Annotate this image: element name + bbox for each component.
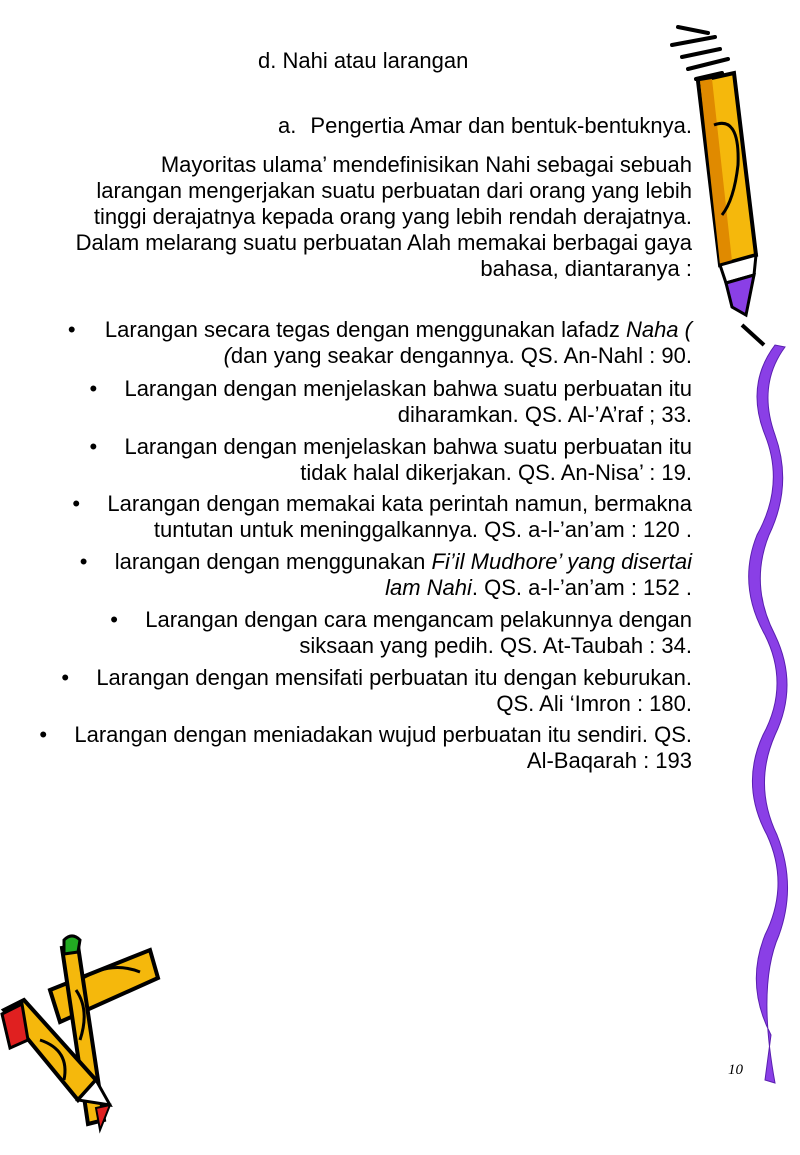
- bullet-text-italic: (: [223, 343, 231, 368]
- bullet-dot: •: [72, 491, 81, 516]
- intro-line: larangan mengerjakan suatu perbuatan dari orang yang lebih: [96, 178, 692, 203]
- list-item: [61, 665, 692, 717]
- bullet-text: Larangan dengan menjelaskan bahwa suatu perbuatan itu: [124, 434, 692, 459]
- bullet-text: Larangan secara tegas dengan menggunakan lafadz: [104, 317, 626, 342]
- intro-paragraph: [60, 152, 692, 282]
- bullet-text: diharamkan. QS. Al-’A’raf ; 33.: [397, 402, 692, 427]
- list-item: [67, 317, 692, 369]
- bullet-dot: •: [110, 607, 118, 632]
- purple-ribbon: [735, 345, 795, 1085]
- bullet-text: larangan dengan menggunakan: [114, 549, 432, 574]
- bullet-text: Al-Baqarah : 193: [526, 748, 692, 773]
- bullet-dot: •: [61, 665, 70, 690]
- intro-line: tinggi derajatnya kepada orang yang lebih rendah derajatnya.: [93, 204, 692, 229]
- subheading: [278, 113, 692, 139]
- crossed-pencils-icon: [0, 930, 170, 1145]
- bullet-dot: •: [39, 722, 48, 747]
- bullet-text: Larangan dengan meniadakan wujud perbuatan itu sendiri. QS.: [74, 722, 692, 747]
- intro-line: bahasa, diantaranya :: [480, 256, 692, 281]
- bullet-dot: •: [79, 549, 88, 574]
- page-number: 10: [728, 1062, 743, 1078]
- bullet-dot: •: [89, 434, 98, 459]
- bullet-dot: •: [67, 317, 76, 342]
- bullet-text: Larangan dengan memakai kata perintah namun, bermakna: [107, 491, 692, 516]
- intro-line: Dalam melarang suatu perbuatan Alah memakai berbagai gaya: [75, 230, 692, 255]
- bullet-dot: •: [89, 376, 98, 401]
- bullet-text: tidak halal dikerjakan. QS. An-Nisa’ : 19.: [300, 460, 692, 485]
- bullet-text: Larangan dengan mensifati perbuatan itu dengan keburukan.: [96, 665, 692, 690]
- list-item: [110, 607, 692, 659]
- intro-line: Mayoritas ulama’ mendefinisikan Nahi sebagai sebuah: [160, 152, 692, 177]
- bullet-text-italic: Naha (: [625, 317, 692, 342]
- bullet-text: dan yang seakar dengannya. QS. An-Nahl : 90.: [230, 343, 692, 368]
- list-item: [79, 549, 692, 601]
- list-item: [39, 722, 692, 774]
- bullet-text-italic: Fi’il Mudhore’ yang disertai: [431, 549, 692, 574]
- bullet-text: siksaan yang pedih. QS. At-Taubah : 34.: [299, 633, 692, 658]
- list-item: [89, 376, 692, 428]
- list-item: [89, 434, 692, 486]
- list-item: [72, 491, 692, 543]
- bullet-text: tuntutan untuk meninggalkannya. QS. a-l-’an’am : 120 .: [153, 517, 692, 542]
- subheading-marker: a.: [278, 113, 297, 138]
- bullet-text-italic: lam Nahi: [385, 575, 472, 600]
- bullet-text: . QS. a-l-’an’am : 152 .: [471, 575, 692, 600]
- subheading-text: Pengertia Amar dan bentuk-bentuknya.: [310, 113, 692, 138]
- bullet-text: Larangan dengan cara mengancam pelakunnya dengan: [145, 607, 692, 632]
- section-heading: d. Nahi atau larangan: [258, 48, 469, 73]
- pencil-icon: [660, 15, 780, 355]
- bullet-text: QS. Ali ‘Imron : 180.: [496, 691, 692, 716]
- bullet-text: Larangan dengan menjelaskan bahwa suatu perbuatan itu: [124, 376, 692, 401]
